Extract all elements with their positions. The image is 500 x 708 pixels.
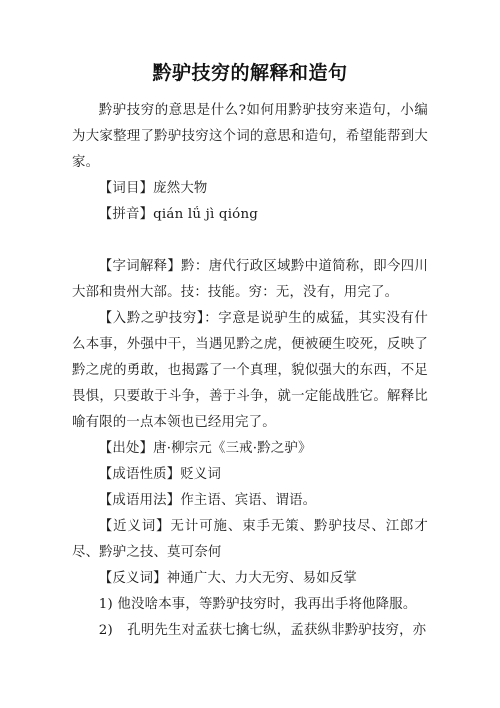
document-body — [72, 98, 428, 644]
entry-ciyu: 【词目】庞然大物 — [98, 181, 208, 196]
entry-usage: 【成语用法】作主语、宾语、谓语。 — [98, 493, 317, 508]
example-sentence — [72, 592, 428, 618]
example-number: 1) — [98, 597, 113, 612]
example-sentence — [72, 618, 428, 644]
intro-paragraph: 黔驴技穷的意思是什么?如何用黔驴技穷来造句，小编为大家整理了黔驴技穷这个词的意思和造句，希望能帮到大家。 — [72, 103, 428, 170]
page-title: 黔驴技穷的解释和造句 — [152, 62, 348, 84]
entry-source: 【出处】唐·柳宗元《三戒·黔之驴》 — [98, 441, 312, 456]
entry-pinyin: 【拼音】qián lǘ jì qióng — [98, 207, 259, 222]
entry-nature: 【成语性质】贬义词 — [98, 467, 222, 482]
example-text: 孔明先生对孟获七擒七纵，孟获纵非黔驴技穷，亦 — [127, 623, 427, 638]
entry-word-explanation: 【字词解释】黔：唐代行政区域黔中道简称，即今四川大部和贵州大部。技：技能。穷：无，没有，用完了。 — [72, 259, 428, 300]
example-text: 他没啥本事，等黔驴技穷时，我再出手将他降服。 — [117, 597, 417, 612]
entry-synonyms: 【近义词】无计可施、束手无策、黔驴技尽、江郎才尽、黔驴之技、莫可奈何 — [72, 519, 428, 560]
entry-antonyms: 【反义词】神通广大、力大无穷、易如反掌 — [98, 571, 358, 586]
example-number: 2) — [98, 623, 113, 638]
entry-story-explanation: 【入黔之驴技穷】：字意是说驴生的威猛，其实没有什么本事，外强中干，当遇见黔之虎，便被硬生咬死，反映了黔之虎的勇敢，也揭露了一个真理，貌似强大的东西，不足畏惧，只要敢于斗争，善于斗争，就一定能战胜它。解释比喻有限的一点本领也已经用完了。 — [72, 311, 428, 430]
